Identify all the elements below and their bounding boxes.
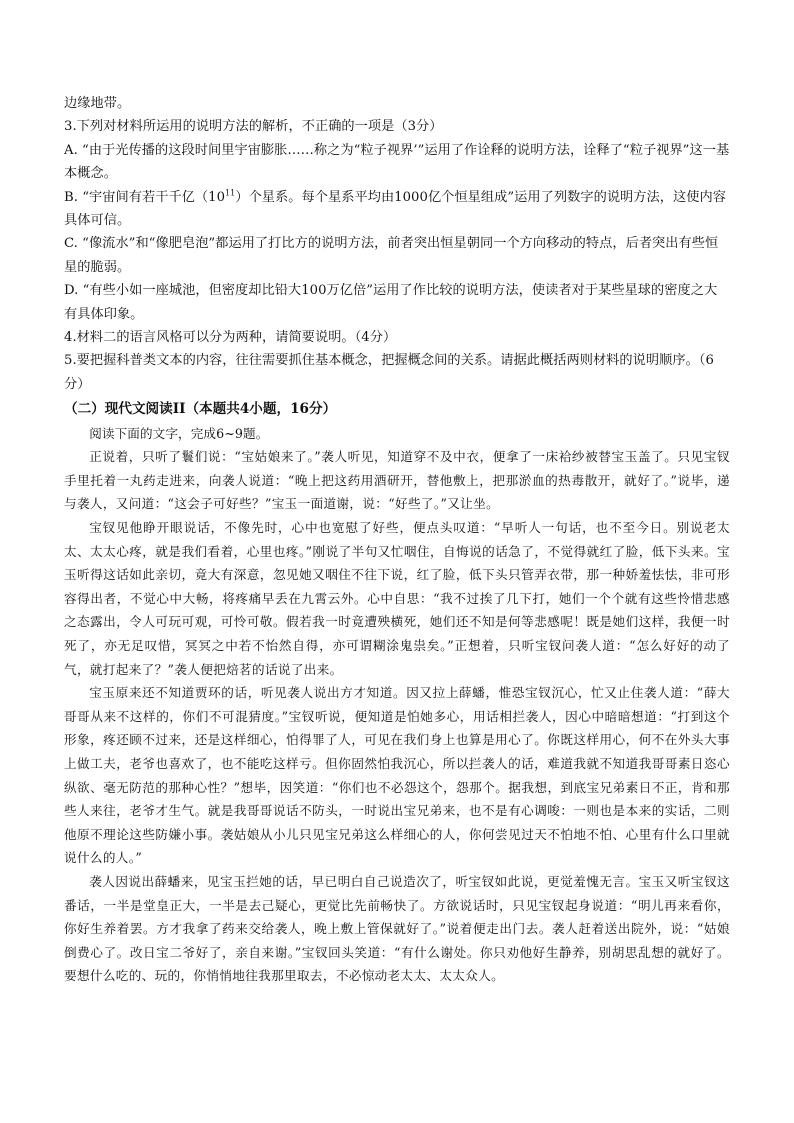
passage-paragraph-4: 袭人因说出薛蟠来，见宝玉拦她的话，早已明白自己说造次了，听宝钗如此说，更觉羞愧无言。宝玉又听宝钗这番话，一半是堂皇正大，一半是去己疑心，更觉比先前畅快了。方欲说话时，只见宝钗起身说道：“明儿再来看你，你好生养着罢。方才我拿了药来交给袭人，晚上敷上管保就好了。”说着便走出门去。袭人赶着送出院外，说：“姑娘倒费心了。改日宝二爷好了，亲自来谢。”宝钗回头笑道：“有什么谢处。你只劝他好生静养，别胡思乱想的就好了。要想什么吃的、玩的，你悄悄地往我那里取去，不必惊动老太太、太太众人。	[64, 873, 730, 984]
option-b-text-start: B. “宇宙间有若干千亿（10	[64, 189, 226, 205]
section-heading: （二）现代文阅读II（本题共4小题，16分）	[64, 401, 337, 418]
question-5: 5.要把握科普类文本的内容，往往需要抓住基本概念，把握概念间的关系。请据此概括两则材料的说明顺序。（6分）	[64, 353, 714, 392]
passage-paragraph-1: 正说着，只听了鬟们说：“宝姑娘来了。”袭人听见，知道穿不及中衣，便拿了一床袷纱被替宝玉盖了。只见宝钗手里托着一丸药走进来，向袭人说道：“晚上把这药用酒研开，替他敷上，把那淤血的热毒散开，就好了。”说毕，递与袭人，又问道：“这会子可好些？”宝玉一面道谢，说：“好些了。”又让坐。	[64, 449, 730, 512]
question-4: 4.材料二的语言风格可以分为两种，请简要说明。（4分）	[64, 330, 397, 346]
text-continuation: 边缘地带。	[64, 96, 131, 111]
question-3-stem: 3.下列对材料所运用的说明方法的解析，不正确的一项是（3分）	[64, 119, 443, 135]
exponent: 11	[225, 188, 236, 198]
reading-instruction: 阅读下面的文字，完成6~9题。	[89, 425, 269, 441]
question-3-option-d: D. “有些小如一座城池，但密度却比铅大100万亿倍”运用了作比较的说明方法，使读者对于某些星球的密度之大有具体印象。	[64, 283, 718, 322]
question-3-option-a: A. “由于光传播的这段时间里宇宙膨胀……称之为“粒子视界’”运用了作诠释的说明方法，诠释了“粒子视界”这一基本概念。	[64, 142, 730, 182]
question-3-option-b	[64, 186, 730, 233]
option-b-text-end: ）个星系。每个星系平均由1000亿个恒星组成”运用了列数字的说明方法，这使内容具体可信。	[64, 189, 726, 229]
passage-paragraph-2: 宝钗见他睁开眼说话，不像先时，心中也宽慰了好些，便点头叹道：“早听人一句话，也不至今日。别说老太太、太太心疼，就是我们看着，心里也疼。”刚说了半句又忙咽住，自悔说的话急了，不觉得就红了脸，低下头来。宝玉听得这话如此亲切，竟大有深意，忽见她又咽住不往下说，红了脸，低下头只管弄衣带，那一种娇羞怯怯，非可形容得出者，不觉心中大畅，将疼痛早丢在九霄云外。心中自思：“我不过挨了几下打，她们一个个就有这些怜惜悲感之态露出，令人可玩可观，可怜可敬。假若我一时竟遭殃横死，她们还不知是何等悲感呢！既是她们这样，我便一时死了，亦无足叹惜，冥冥之中若不怡然自得，亦可谓糊涂鬼祟矣。”正想着，只听宝钗问袭人道：“怎么好好的动了气，就打起来了？”袭人便把焙茗的话说了出来。	[64, 520, 730, 677]
passage-paragraph-3: 宝玉原来还不知道贾环的话，听见袭人说出方才知道。因又拉上薛蟠，惟恐宝钗沉心，忙又止住袭人道：“薛大哥哥从来不这样的，你们不可混猜度。”宝钗听说，便知道是怕她多心，用话相拦袭人，因心中暗暗想道：“打到这个形象，疼还顾不过来，还是这样细心，怕得罪了人，可见在我们身上也算是用心了。你既这样用心，何不在外头大事上做工夫，老爷也喜欢了，也不能吃这样亏。但你固然怕我沉心，所以拦袭人的话，难道我就不知道我哥哥素日恣心纵欲、毫无防范的那种心性？”想毕，因笑道：“你们也不必怨这个，怨那个。据我想，到底宝兄弟素日不正，肯和那些人来往，老爷才生气。就是我哥哥说话不防头，一时说出宝兄弟来，也不是有心调唆：一则也是本来的实话，二则他原不理论这些防嫌小事。袭姑娘从小儿只见宝兄弟这么样细心的人，你何尝见过天不怕地不怕、心里有什么口里就说什么的人。”	[64, 685, 730, 866]
question-3-option-c: C. “像流水”和“像肥皂泡”都运用了打比方的说明方法，前者突出恒星朝同一个方向移动的特点，后者突出有些恒星的脆弱。	[64, 236, 719, 275]
